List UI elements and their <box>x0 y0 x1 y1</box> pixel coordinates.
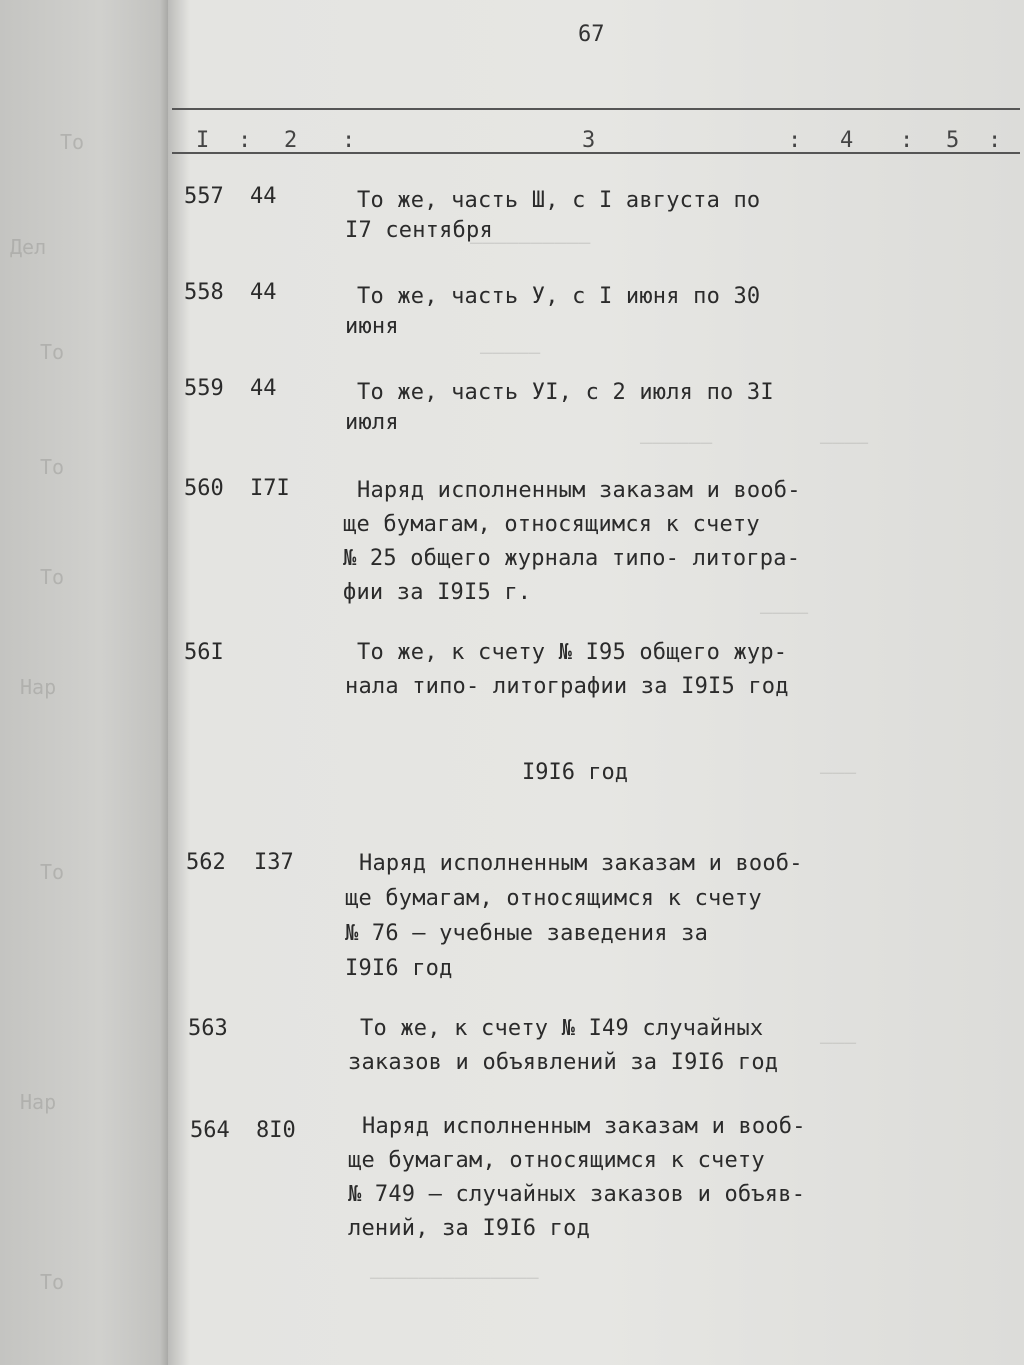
record-sheet-count: 44 <box>250 184 277 209</box>
record-description: То же, часть Ш, с I августа по I7 сентября <box>345 188 761 243</box>
show-through-text: ———— <box>760 600 809 624</box>
record-number: 564 <box>190 1118 230 1143</box>
year-heading: I9I6 год <box>522 760 628 785</box>
record-number: 557 <box>184 184 224 209</box>
record-number: 562 <box>186 850 226 875</box>
bleed-text: Дел <box>10 235 47 259</box>
column-header-4: 4 <box>840 128 854 153</box>
column-header-2: 2 <box>284 128 298 153</box>
record-description: Наряд исполненным заказам и вооб- ще бумагам, относящимся к счету № 749 – случайных заказов и объяв- лений, за I9I6 год <box>348 1114 806 1241</box>
record-sheet-count: 8I0 <box>256 1118 296 1143</box>
record-description: То же, к счету № I95 общего жур- нала типо- литографии за I9I5 год <box>345 640 789 699</box>
record-sheet-count: 44 <box>250 376 277 401</box>
header-rule-bottom <box>172 152 1020 154</box>
record-sheet-count: 44 <box>250 280 277 305</box>
record-description: То же, к счету № I49 случайных заказов и объявлений за I9I6 год <box>348 1016 779 1075</box>
bleed-text: То <box>40 340 65 364</box>
column-separator: : <box>788 128 802 153</box>
record-sheet-count: I7I <box>250 476 290 501</box>
bleed-text: То <box>60 130 85 154</box>
column-header-1: I <box>196 128 210 153</box>
record-number: 559 <box>184 376 224 401</box>
record-number: 56I <box>184 640 224 665</box>
show-through-text: ——— <box>820 760 857 784</box>
show-through-text: —————————————— <box>370 1265 539 1289</box>
record-number: 558 <box>184 280 224 305</box>
bleed-text: То <box>40 860 65 884</box>
record-description: Наряд исполненным заказам и вооб- ще бумагам, относящимся к счету № 76 – учебные заведения за I9I6 год <box>345 851 803 981</box>
bleed-text: То <box>40 1270 65 1294</box>
page-number: 67 <box>578 22 605 47</box>
column-separator: : <box>238 128 252 153</box>
record-description: Наряд исполненным заказам и вооб- ще бумагам, относящимся к счету № 25 общего журнала типо- литогра- фии за I9I5 г. <box>343 478 801 605</box>
bleed-text: То <box>40 565 65 589</box>
record-number: 560 <box>184 476 224 501</box>
left-facing-page <box>0 0 168 1365</box>
column-header-3: 3 <box>582 128 596 153</box>
column-separator: : <box>342 128 356 153</box>
header-rule-top <box>172 108 1020 110</box>
column-separator: : <box>900 128 914 153</box>
record-description: То же, часть УI, с 2 июля по 3I июля <box>345 380 774 435</box>
bleed-text: То <box>40 455 65 479</box>
bleed-text: Нар <box>20 1090 57 1114</box>
column-separator: : <box>988 128 1002 153</box>
column-header-5: 5 <box>946 128 960 153</box>
record-number: 563 <box>188 1016 228 1041</box>
show-through-text: —————— <box>640 430 713 454</box>
show-through-text: ——— <box>820 1030 857 1054</box>
show-through-text: ————— <box>480 340 541 364</box>
show-through-text: ———— <box>820 430 869 454</box>
show-through-text: —————————— <box>470 230 591 254</box>
bleed-text: Нар <box>20 675 57 699</box>
record-sheet-count: I37 <box>254 850 294 875</box>
record-description: То же, часть У, с I июня по 30 июня <box>345 284 761 339</box>
